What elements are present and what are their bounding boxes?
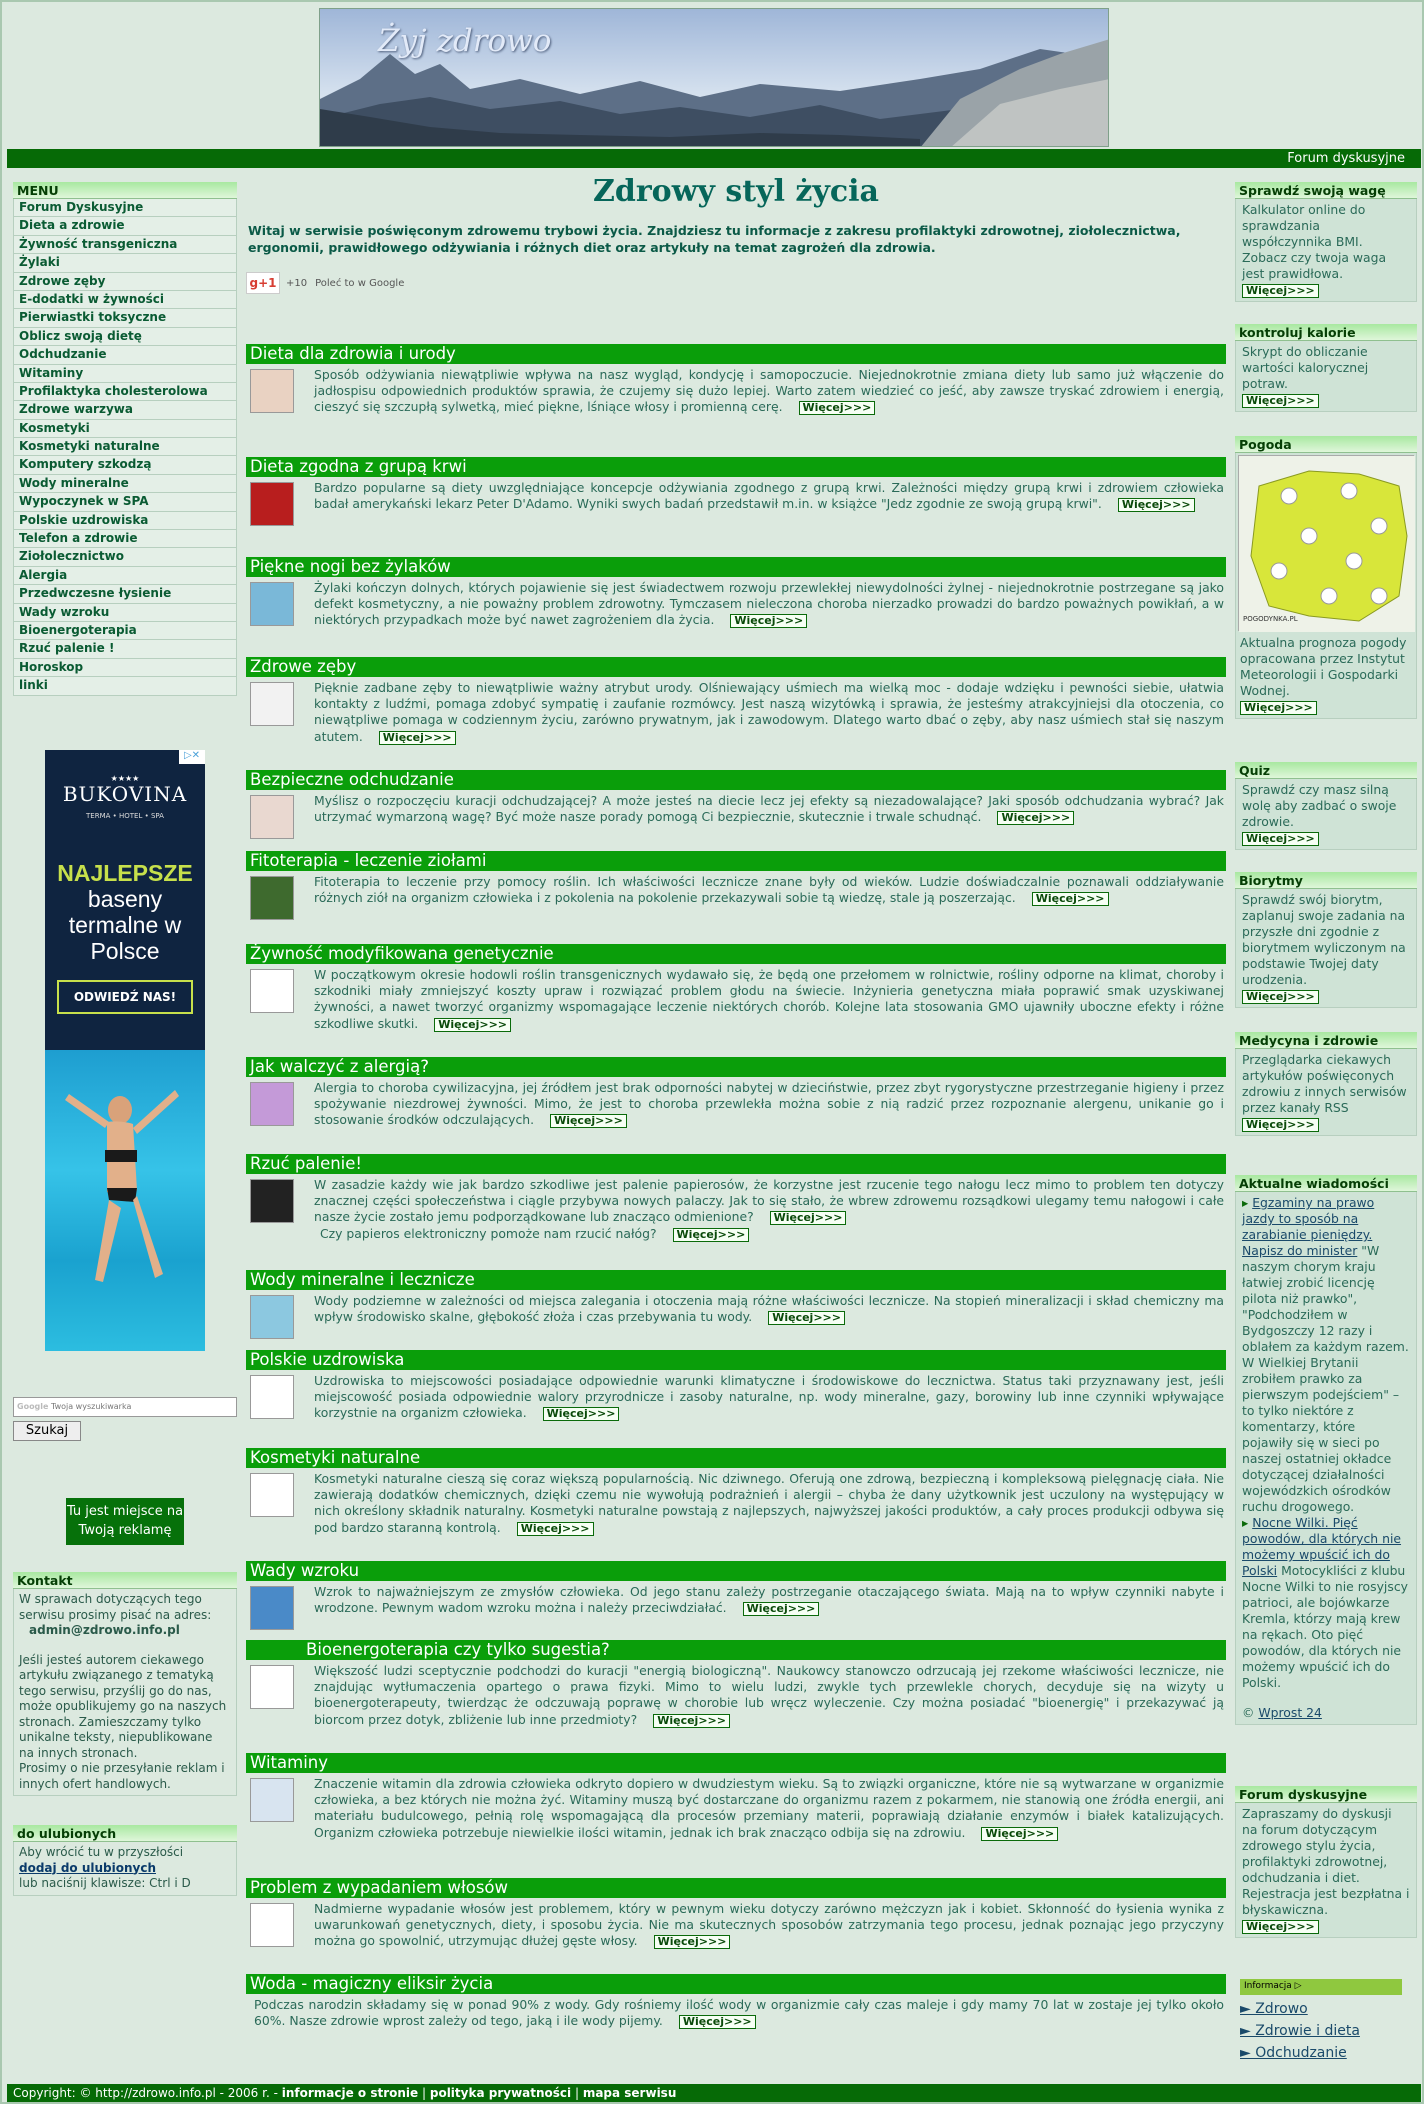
article-text: Wody podziemne w zależności od miejsca zalegania i otoczenia mają różne właściwości lecznicze. Na stopień mineralizacji i skład chemiczny ma wpływ środowisko skalne, głębokość złoża i czas przebywania tu wody.: [314, 1293, 1224, 1325]
calories-text: Skrypt do obliczanie wartości kalorycznej potraw.: [1242, 344, 1369, 391]
article-text: Fitoterapia to leczenie przy pomocy roślin. Ich właściwości lecznicze znane były od wieków. Ludzie doświadczalnie poznawali oddziaływanie różnych ziół na organizm człowieka i z pokolenia na pokolenie przekazywali sobie tą wiedzę, stale ją poszerzając.: [314, 874, 1224, 906]
article-heading[interactable]: Piękne nogi bez żylaków: [246, 557, 1226, 577]
footer-link-about[interactable]: informacje o stronie: [281, 2086, 419, 2100]
bmi-heading: Sprawdź swoją wagę: [1235, 182, 1417, 199]
ad-choices-icon[interactable]: ▷✕: [179, 750, 205, 764]
quiz-box: [1235, 762, 1417, 850]
contact-authors: Jeśli jesteś autorem ciekawego artykułu związanego z tematyką tego serwisu, przyślij go do nas, może opublikujemy go na naszych stronach. Zamieszczamy tylko unikalne teksty, niepublikowane na innych stronach.: [19, 1652, 227, 1760]
menu-item[interactable]: Alergia: [13, 567, 237, 585]
footer-copyright: Copyright: © http://zdrowo.info.pl - 2006 r. -: [13, 2086, 282, 2100]
news-box: [1235, 1175, 1417, 1725]
menu-item[interactable]: Żylaki: [13, 254, 237, 272]
article-extra-link[interactable]: Czy papieros elektroniczny pomoże nam rzucić nałóg?: [320, 1225, 657, 1241]
article-section: [246, 1350, 1226, 1422]
article-section: [246, 944, 1226, 1032]
biorhythm-more-button[interactable]: Więcej>>>: [1242, 990, 1319, 1004]
more-button[interactable]: Więcej>>>: [981, 1827, 1058, 1841]
article-heading[interactable]: Zdrowe zęby: [246, 657, 1226, 677]
article-heading[interactable]: Fitoterapia - leczenie ziołami: [246, 851, 1226, 871]
biorhythm-box: [1235, 872, 1417, 1008]
more-button[interactable]: Więcej>>>: [770, 1211, 847, 1225]
more-button[interactable]: Więcej>>>: [799, 401, 876, 415]
contact-email[interactable]: admin@zdrowo.info.pl: [29, 1623, 180, 1637]
menu-item[interactable]: Wody mineralne: [13, 475, 237, 493]
article-section: [246, 344, 1226, 416]
menu-item[interactable]: Komputery szkodzą: [13, 456, 237, 474]
article-heading[interactable]: Wady wzroku: [246, 1561, 1226, 1581]
favorites-shortcut: lub naciśnij klawisze: Ctrl i D: [19, 1876, 191, 1890]
article-heading[interactable]: Żywność modyfikowana genetycznie: [246, 944, 1226, 964]
article-section: [246, 1640, 1226, 1728]
menu-item[interactable]: Horoskop: [13, 659, 237, 677]
contact-intro: W sprawach dotyczących tego serwisu prosimy pisać na adres:: [19, 1592, 212, 1622]
menu-item[interactable]: Polskie uzdrowiska: [13, 512, 237, 530]
jug-icon[interactable]: [250, 1375, 294, 1419]
main-content: [246, 174, 1226, 2029]
article-text: Znaczenie witamin dla zdrowia człowieka odkryto dopiero w dwudziestym wieku. Są to związki organiczne, które nie są wytwarzane w organizmie człowieka, a bez których nie można żyć. Witaminy muszą być dostarczane do organizmu razem z pokarmem, nie stanowią one źródła energii, ani materiału budulcowego, pełnią rolę wspomagającą dla procesów przemiany materii, poprawiają działanie enzymów i białek katalizujących. Organizm człowieka potrzebuje niewielkie ilości witamin, jednak ich brak znacząco odbija się na zdrowiu.: [314, 1776, 1224, 1840]
menu-item[interactable]: Profilaktyka cholesterolowa: [13, 383, 237, 401]
info-link-odchudzanie[interactable]: ► Odchudzanie: [1240, 2045, 1347, 2061]
article-heading[interactable]: Rzuć palenie!: [246, 1154, 1226, 1174]
menu-item[interactable]: Żywność transgeniczna: [13, 236, 237, 254]
news-body: [1235, 1192, 1417, 1725]
intro-text: Witaj w serwisie poświęconym zdrowemu trybowi życia. Znajdziesz tu informacje z zakresu profilaktyki zdrowotnej, ziołolecznictwa, ergonomii, prawidłowego odżywiania i różnych diet oraz artykuły na temat zagrożeń dla zdrowia.: [248, 223, 1181, 255]
vitamins-thumbnail[interactable]: [250, 1778, 294, 1822]
bmi-text: Kalkulator online do sprawdzania współczynnika BMI. Zobacz czy twoja waga jest prawidłowa.: [1242, 202, 1387, 281]
footer-separator: |: [571, 2086, 583, 2100]
bullet-icon: ▸: [1242, 1195, 1249, 1210]
cigarette-thumbnail[interactable]: [250, 1179, 294, 1223]
calories-body: [1235, 341, 1417, 412]
favorites-heading: do ulubionych: [13, 1825, 237, 1842]
article-section: [246, 657, 1226, 745]
weather-text: Aktualna prognoza pogody opracowana przez Instytut Meteorologii i Gospodarki Wodnej.: [1240, 635, 1407, 698]
article-heading[interactable]: Wody mineralne i lecznicze: [246, 1270, 1226, 1290]
search-placeholder: Twoja wyszukiwarka: [51, 1402, 132, 1411]
article-heading[interactable]: Polskie uzdrowiska: [246, 1350, 1226, 1370]
article-heading[interactable]: Jak walczyć z alergią?: [246, 1057, 1226, 1077]
biorhythm-heading: Biorytmy: [1235, 872, 1417, 889]
yin-yang-icon[interactable]: [250, 1665, 294, 1709]
article-section: [246, 1057, 1226, 1129]
footer: [7, 2084, 1421, 2102]
forum-link[interactable]: Forum dyskusyjne: [1287, 151, 1405, 166]
article-text: Pięknie zadbane zęby to niewątpliwie ważny atrybut urody. Olśniewający uśmiech ma wielką moc - dodaje wdzięku i pewności siebie, ułatwia kontakty z ludźmi, pomaga zdobyć sympatię i zaufanie rozmówcy. Jest naszą wizytówką i sprawia, że jesteśmy atrakcyjniejsi dla otoczenia, co niewątpliwe pomaga w codziennym życiu, zarówno prywatnym, jak i zawodowym. Dlatego warto dbać o zęby, aby nasz uśmiech stał się naszym atutem.: [314, 680, 1224, 744]
herbs-thumbnail[interactable]: [250, 876, 294, 920]
medicine-more-button[interactable]: Więcej>>>: [1242, 1118, 1319, 1132]
ad-space-promo[interactable]: Tu jest miejsce na Twoją reklamę: [66, 1498, 184, 1545]
more-button[interactable]: Więcej>>>: [654, 1935, 731, 1949]
article-text: Bardzo popularne są diety uwzględniające koncepcje odżywiania zgodnego z grupą krwi. Zależności między grupą krwi i zdrowiem człowieka badał amerykański lekarz Peter D'Adamo. Wyniki swych badań przedstawił m.in. w książce "Jedz zgodnie ze swoją grupą krwi".: [314, 480, 1224, 512]
ad-headline: NAJLEPSZE: [57, 860, 193, 886]
menu-item[interactable]: Bioenergoterapia: [13, 622, 237, 640]
eye-thumbnail[interactable]: [250, 1586, 294, 1630]
article-section: [246, 1974, 1226, 2029]
article-heading[interactable]: Problem z wypadaniem włosów: [246, 1878, 1226, 1898]
forum-body: [1235, 1803, 1417, 1938]
search-input[interactable]: [13, 1397, 237, 1417]
more-button[interactable]: Więcej>>>: [679, 2015, 756, 2029]
menu-item[interactable]: Oblicz swoją dietę: [13, 328, 237, 346]
weather-body: [1235, 453, 1417, 719]
dandelion-thumbnail[interactable]: [250, 1082, 294, 1126]
favorites-body: [13, 1842, 237, 1896]
news-text-1: "W naszym chorym kraju łatwiej zrobić licencję pilota niż prawko", "Podchodziłem w Bydgoszczy 12 razy i oblałem za każdym razem. W Wielkiej Brytanii zrobiłem prawko za pierwszym podejściem" – to tylko niektóre z komentarzy, które pojawiły się w sieci po naszej ostatniej okładce dotyczącej działalności wojewódzkich ośrodków ruchu drogowego.: [1242, 1243, 1409, 1514]
copyright-symbol: ©: [1242, 1705, 1255, 1720]
weather-heading: Pogoda: [1235, 436, 1417, 453]
article-text: Podczas narodzin składamy się w ponad 90% z wody. Gdy rośniemy ilość wody w organizmie cały czas maleje i gdy mamy 70 lat w zostaje jej tylko około 60%. Nasze zdrowie wprost zależy od tego, jaką i ile wody pijemy.: [254, 1997, 1224, 2029]
left-sidebar: [13, 182, 237, 696]
menu-item[interactable]: Zdrowe zęby: [13, 273, 237, 291]
article-heading[interactable]: Dieta zgodna z grupą krwi: [246, 457, 1226, 477]
info-link-zdrowie-dieta[interactable]: ► Zdrowie i dieta: [1240, 2023, 1360, 2039]
menu-item[interactable]: Zdrowe warzywa: [13, 401, 237, 419]
menu-item[interactable]: Przedwczesne łysienie: [13, 585, 237, 603]
article-heading[interactable]: Bezpieczne odchudzanie: [246, 770, 1226, 790]
google-plus-text: Poleć to w Google: [315, 277, 405, 289]
article-heading[interactable]: Kosmetyki naturalne: [246, 1448, 1226, 1468]
ad-stars: ★★★★: [110, 774, 140, 783]
weather-more-button[interactable]: Więcej>>>: [1240, 701, 1317, 715]
article-text: Alergia to choroba cywilizacyjna, jej źródłem jest brak odporności nabytej w dzieciństwie, przez zbyt rygorystyczne przestrzeganie higieny i przez spożywanie niezdrowej żywności. Mimo, że jest to choroba przewlekła można sobie z nią radzić przez rozpoznanie alergenu, unikanie go i stosowanie środków odczulających.: [314, 1080, 1224, 1128]
google-search: [13, 1397, 237, 1441]
weather-map-label: POGODYNKA.PL: [1243, 615, 1298, 623]
info-box: [1240, 1979, 1402, 2061]
article-section: [246, 457, 1226, 512]
google-plus-count: +10: [286, 277, 308, 289]
article-text: Myślisz o rozpoczęciu kuracji odchudzającej? A może jesteś na diecie lecz jej efekty są niezadowalające? Jaki sposób odchudzania wybrać? Jak utrzymać wymarzoną wagę? Być może nasze porady pomogą Ci bezpiecznie, skutecznie i trwale schudnąć.: [314, 793, 1224, 825]
menu-item[interactable]: Witaminy: [13, 365, 237, 383]
page-title: Zdrowy styl życia: [593, 174, 879, 209]
more-button[interactable]: Więcej>>>: [517, 1522, 594, 1536]
article-section: [246, 1561, 1226, 1616]
weather-box: [1235, 436, 1417, 719]
biorhythm-text: Sprawdź swój biorytm, zaplanuj swoje zadania na przyszłe dni zgodnie z biorytmem wyliczonym na podstawie Twojej daty urodzenia.: [1242, 892, 1406, 987]
menu-item[interactable]: E-dodatki w żywności: [13, 291, 237, 309]
bmi-more-button[interactable]: Więcej>>>: [1242, 284, 1319, 298]
face-thumbnail[interactable]: [250, 369, 294, 413]
more-button[interactable]: Więcej>>>: [1118, 498, 1195, 512]
teeth-thumbnail[interactable]: [250, 682, 294, 726]
article-section: [246, 1878, 1226, 1950]
medicine-text: Przeglądarka ciekawych artykułów poświęconych zdrowiu z innych serwisów przez kanały RSS: [1242, 1052, 1407, 1115]
footer-link-sitemap[interactable]: mapa serwisu: [582, 2086, 677, 2100]
more-button[interactable]: Więcej>>>: [543, 1407, 620, 1421]
article-heading[interactable]: Witaminy: [246, 1753, 1226, 1773]
info-link-zdrowo[interactable]: ► Zdrowo: [1240, 2001, 1308, 2017]
search-button[interactable]: Szukaj: [13, 1421, 81, 1441]
forum-box: [1235, 1786, 1417, 1938]
medicine-heading: Medycyna i zdrowie: [1235, 1032, 1417, 1049]
calories-more-button[interactable]: Więcej>>>: [1242, 394, 1319, 408]
news-link-1[interactable]: Egzaminy na prawo jazdy to sposób na zarabianie pieniędzy.: [1242, 1195, 1375, 1242]
google-plus-widget: [246, 272, 404, 294]
menu-item[interactable]: Kosmetyki naturalne: [13, 438, 237, 456]
more-button[interactable]: Więcej>>>: [673, 1228, 750, 1242]
menu-item[interactable]: Wady wzroku: [13, 604, 237, 622]
more-button[interactable]: Więcej>>>: [768, 1311, 845, 1325]
poland-weather-map-image: [1239, 456, 1415, 632]
article-heading[interactable]: Woda - magiczny eliksir życia: [246, 1974, 1226, 1994]
article-text: Sposób odżywiania niewątpliwie wpływa na nasz wygląd, kondycję i samopoczucie. Niejednokrotnie zmiana diety lub samo już włączenie do jadłospisu odpowiednich produktów sprawia, że czujemy się dużo lepiej. Warto zatem wiedzieć co jeść, aby zawsze tryskać zdrowiem i energią, cieszyć się szczupłą sylwetką, mieć piękne, lśniące włosy i promienną cerę.: [314, 367, 1224, 415]
more-button[interactable]: Więcej>>>: [550, 1114, 627, 1128]
calories-box: [1235, 324, 1417, 412]
header-banner: [319, 8, 1109, 147]
article-text: Nadmierne wypadanie włosów jest problemem, który w pewnym wieku dotyczy zarówno mężczyzn jak i kobiet. Skłonność do łysienia wynika z uwarunkowań genetycznych, diety, i sposobu życia. Nie ma skutecznych sposobów zatrzymania tego procesu, jednak poznając jego przyczyny można go spowolnić, utrzymując dłużej gęste włosy.: [314, 1901, 1224, 1949]
biorhythm-body: [1235, 889, 1417, 1008]
more-button[interactable]: Więcej>>>: [379, 731, 456, 745]
more-button[interactable]: Więcej>>>: [730, 614, 807, 628]
swimmer-image: [45, 1050, 205, 1351]
contact-body: [13, 1589, 237, 1796]
news-text-2: Motocykliści z klubu Nocne Wilki to nie rosyjscy patrioci, ale bojówkarze Kremla, którzy mają krew na rękach. Oto pięć powodów, dla których nie możemy wpuścić ich do Polski.: [1242, 1563, 1408, 1690]
more-button[interactable]: Więcej>>>: [997, 811, 1074, 825]
more-button[interactable]: Więcej>>>: [434, 1018, 511, 1032]
article-text: W początkowym okresie hodowli roślin transgenicznych wydawało się, że będą one przełomem w rolnictwie, rośliny odporne na klimat, choroby i szkodniki miały zmniejszyć koszty upraw i rozwiązać problem głodu na świecie. Inżynieria genetyczna miała poprawić smak uzyskiwanej żywności, a nawet tworzyć organizmy wspomagające leczenie niektórych chorób. Kolejne lata stosowania GMO ujawniły uboczne efekty i różne szkodliwe skutki.: [314, 967, 1224, 1031]
article-text: Uzdrowiska to miejscowości posiadające odpowiednie warunki klimatyczne i środowiskowe do lecznictwa. Status taki przyznawany jest, jeśli miejscowość posiada odpowiednie walory przyrodnicze i zasoby naturalne, np. wody mineralne, gazy, borowiny lub inne czynniki wpływające korzystnie na organizm człowieka.: [314, 1373, 1224, 1421]
more-button[interactable]: Więcej>>>: [1032, 892, 1109, 906]
quiz-more-button[interactable]: Więcej>>>: [1242, 832, 1319, 846]
legs-thumbnail[interactable]: [250, 582, 294, 626]
menu-item[interactable]: Odchudzanie: [13, 346, 237, 364]
news-link-1b[interactable]: Napisz do minister: [1242, 1243, 1358, 1258]
article-heading[interactable]: Dieta dla zdrowia i urody: [246, 344, 1226, 364]
weather-map[interactable]: [1238, 455, 1414, 631]
calories-heading: kontroluj kalorie: [1235, 324, 1417, 341]
advertisement-banner[interactable]: [45, 750, 205, 1351]
more-button[interactable]: Więcej>>>: [743, 1602, 820, 1616]
favorites-box: [13, 1825, 237, 1896]
ad-brand: BUKOVINA: [62, 782, 188, 806]
article-section: [246, 1448, 1226, 1536]
bmi-body: [1235, 199, 1417, 302]
menu-item[interactable]: Ziołolecznictwo: [13, 548, 237, 566]
forum-text: Zapraszamy do dyskusji na forum dotyczącym zdrowego stylu życia, profilaktyki zdrowotnej, odchudzania i diet. Rejestracja jest bezpłatna i błyskawiczna.: [1242, 1806, 1410, 1917]
menu-item[interactable]: Telefon a zdrowie: [13, 530, 237, 548]
news-heading: Aktualne wiadomości: [1235, 1175, 1417, 1192]
ad-pool-image: [45, 1050, 205, 1351]
contact-heading: Kontakt: [13, 1572, 237, 1589]
google-watermark: Google: [17, 1402, 49, 1411]
article-section: [246, 1753, 1226, 1841]
menu-item[interactable]: Wypoczynek w SPA: [13, 493, 237, 511]
article-heading[interactable]: Bioenergoterapia czy tylko sugestia?: [246, 1640, 1226, 1660]
menu-item[interactable]: Forum Dyskusyjne: [13, 199, 237, 217]
article-section: [246, 557, 1226, 629]
forum-heading: Forum dyskusyjne: [1235, 1786, 1417, 1803]
medicine-body: [1235, 1049, 1417, 1136]
quiz-body: [1235, 779, 1417, 850]
contact-box: [13, 1572, 237, 1796]
menu-heading: MENU: [13, 182, 237, 199]
ad-cta-button[interactable]: ODWIEDŹ NAS!: [57, 980, 193, 1014]
quiz-text: Sprawdź czy masz silną wolę aby zadbać o swoje zdrowie.: [1242, 782, 1397, 829]
article-text: Większość ludzi sceptycznie podchodzi do kuracji "energią biologiczną". Naukowcy stanowczo odrzucają jej rzekome właściwości lecznicze, nie znajdując wytłumaczenia opartego o prawa fizyki. Mimo to wielu ludzi, zwykle tych przewlekle chorych, decyduje się na wizyty u bioenergoterapeuty, twierdząc że odczuwają poprawę w chorobie lub wręcz wyleczenie. Czy można posiadać "bioenergię" i przekazywać ją biorcom przez dotyk, zbliżenie lub inne przedmioty?: [314, 1663, 1224, 1727]
site-logo-text: Żyj zdrowo: [378, 23, 552, 59]
contact-no-ads: Prosimy o nie przesyłanie reklam i innych ofert handlowych.: [19, 1761, 225, 1791]
article-text: Wzrok to najważniejszym ze zmysłów człowieka. Od jego stanu zależy postrzeganie otaczającego świata. Mają na to wpływ czynniki nabyte i wrodzone. Pewnym wadom wzroku można i należy przeciwdziałać.: [314, 1584, 1224, 1616]
quiz-heading: Quiz: [1235, 762, 1417, 779]
ad-tagline: baseny termalne w Polsce: [68, 886, 182, 964]
biohazard-icon[interactable]: [250, 969, 294, 1013]
menu-item[interactable]: linki: [13, 677, 237, 695]
article-section: [246, 770, 1226, 825]
top-navigation-bar: [7, 149, 1421, 168]
add-to-favorites-link[interactable]: dodaj do ulubionych: [19, 1860, 156, 1875]
google-plus-button[interactable]: g+1: [246, 272, 280, 294]
menu-item[interactable]: Kosmetyki: [13, 420, 237, 438]
forum-more-button[interactable]: Więcej>>>: [1242, 1920, 1319, 1934]
menu-item[interactable]: Rzuć palenie !: [13, 640, 237, 658]
article-text: W zasadzie każdy wie jak bardzo szkodliwe jest palenie papierosów, że korzystne jest rzucenie tego nałogu lecz mimo to problem ten dotyczy znacznej części społeczeństwa i ciągle przybywa nowych palaczy. Jak to się stało, że wbrew zdrowemu rozsądkowi ulegamy temu nałogowi i całe nasze życie zostało jemu podporządkowane lub znacząco odmienione?: [314, 1177, 1224, 1225]
article-text: Żylaki kończyn dolnych, których pojawienie się jest świadectwem rozwoju przewlekłej niewydolności żylnej - niejednokrotnie postrzegane są jako defekt kosmetyczny, a nie poważny problem zdrowotny. Tymczasem nieleczona choroba nierzadko prowadzi do bardzo poważnych powikłań, a w niektórych przypadkach może być nawet zagrożeniem dla życia.: [314, 580, 1224, 628]
medicine-box: [1235, 1032, 1417, 1136]
more-button[interactable]: Więcej>>>: [653, 1714, 730, 1728]
bullet-icon: ▸: [1242, 1515, 1249, 1530]
news-link-2[interactable]: Nocne Wilki. Pięć powodów, dla których nie możemy wpuścić ich do Polski: [1242, 1515, 1402, 1578]
footer-separator: |: [418, 2086, 430, 2100]
news-source-link[interactable]: Wprost 24: [1258, 1705, 1322, 1720]
bmi-box: [1235, 182, 1417, 302]
favorites-line1: Aby wrócić tu w przyszłości: [19, 1845, 184, 1859]
water-thumbnail[interactable]: [250, 1295, 294, 1339]
blood-group-icon[interactable]: [250, 482, 294, 526]
article-section: [246, 1154, 1226, 1242]
waist-thumbnail[interactable]: [250, 795, 294, 839]
flower-icon[interactable]: [250, 1473, 294, 1517]
article-section: [246, 851, 1226, 906]
footer-link-privacy[interactable]: polityka prywatności: [429, 2086, 572, 2100]
menu-item[interactable]: Dieta a zdrowie: [13, 217, 237, 235]
head-silhouette-icon[interactable]: [250, 1903, 294, 1947]
main-menu: [13, 199, 237, 696]
ad-subtitle: TERMA • HOTEL • SPA: [86, 812, 164, 820]
info-heading: Informacja ▷: [1240, 1979, 1402, 1995]
article-text: Kosmetyki naturalne cieszą się coraz większą popularnością. Nic dziwnego. Oferują one zdrową, bezpieczną i kompleksową pielęgnację ciała. Nie zawierają dodatków chemicznych, dzięki czemu nie wywołują podrażnień i alergii – chyba że dany użytkownik jest uczulony na występujący w nich określony składnik naturalny. Kosmetyki naturalne powstają z najlepszych, najwyższej jakości produktów, a cały proces produkcji odbywa się pod bardzo staranną kontrolą.: [314, 1471, 1224, 1535]
menu-item[interactable]: Pierwiastki toksyczne: [13, 309, 237, 327]
article-section: [246, 1270, 1226, 1325]
